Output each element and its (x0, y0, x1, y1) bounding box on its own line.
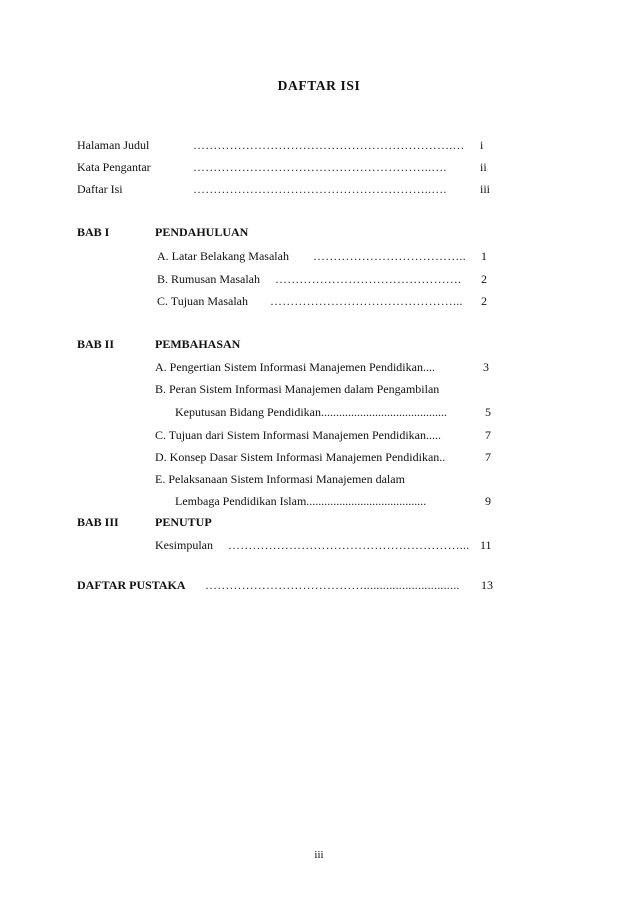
toc-page-number: i (480, 138, 484, 152)
chapter-number: BAB I (77, 225, 110, 239)
toc-entry-label: B. Rumusan Masalah (157, 272, 260, 286)
toc-dots: …………………………………………………..…. (193, 182, 447, 196)
chapter-number: BAB II (77, 337, 115, 351)
toc-page-number: 9 (485, 494, 491, 508)
toc-page-number: 5 (485, 405, 491, 419)
bibliography-heading: DAFTAR PUSTAKA (77, 578, 186, 592)
toc-entry-label-continued: Keputusan Bidang Pendidikan.......................................... (175, 405, 447, 419)
toc-entry-label: D. Konsep Dasar Sistem Informasi Manajemen Pendidikan.. (155, 450, 446, 464)
chapter-heading: PEMBAHASAN (155, 337, 241, 351)
toc-entry-label: A. Pengertian Sistem Informasi Manajemen Pendidikan.... (155, 360, 435, 374)
toc-label-daftar-isi: Daftar Isi (77, 182, 123, 196)
toc-dots: ………………………………………. (275, 272, 462, 286)
toc-page-number: 3 (483, 360, 489, 374)
toc-page-number: iii (480, 182, 491, 196)
toc-entry-label: A. Latar Belakang Masalah (157, 249, 289, 263)
toc-page-number: 13 (481, 578, 493, 592)
toc-page-number: 7 (485, 428, 491, 442)
toc-label-kata-pengantar: Kata Pengantar (77, 160, 151, 174)
toc-dots: …………………………………………………... (228, 538, 470, 552)
toc-page-number: 7 (485, 450, 491, 464)
toc-entry-label-continued: Lembaga Pendidikan Islam........................................ (175, 494, 427, 508)
toc-entry-label: B. Peran Sistem Informasi Manajemen dalam Pengambilan (155, 382, 440, 396)
toc-page-number: 2 (481, 294, 487, 308)
toc-dots: ………………………………………... (270, 294, 463, 308)
chapter-heading: PENDAHULUAN (155, 225, 249, 239)
toc-page-number: 1 (481, 249, 487, 263)
page-title: DAFTAR ISI (277, 78, 361, 93)
toc-entry-label: C. Tujuan dari Sistem Informasi Manajemen Pendidikan..... (155, 428, 441, 442)
toc-page-number: 11 (480, 538, 492, 552)
toc-entry-label: Kesimpulan (155, 538, 213, 552)
toc-entry-label: C. Tujuan Masalah (157, 294, 249, 308)
toc-dots: ………………………………….............................. (205, 578, 460, 592)
toc-dots: ……………………………………………………….… (193, 138, 465, 152)
toc-dots: ……………………………….. (313, 249, 466, 263)
chapter-heading: PENUTUP (155, 515, 212, 529)
toc-label-halaman-judul: Halaman Judul (77, 138, 150, 152)
toc-page-number: 2 (481, 272, 487, 286)
toc-entry-label: E. Pelaksanaan Sistem Informasi Manajemen dalam (155, 472, 405, 486)
footer-page-number: iii (314, 849, 324, 861)
toc-page-number: ii (480, 160, 487, 174)
toc-dots: …………………………………………………..…. (193, 160, 447, 174)
chapter-number: BAB III (77, 515, 119, 529)
